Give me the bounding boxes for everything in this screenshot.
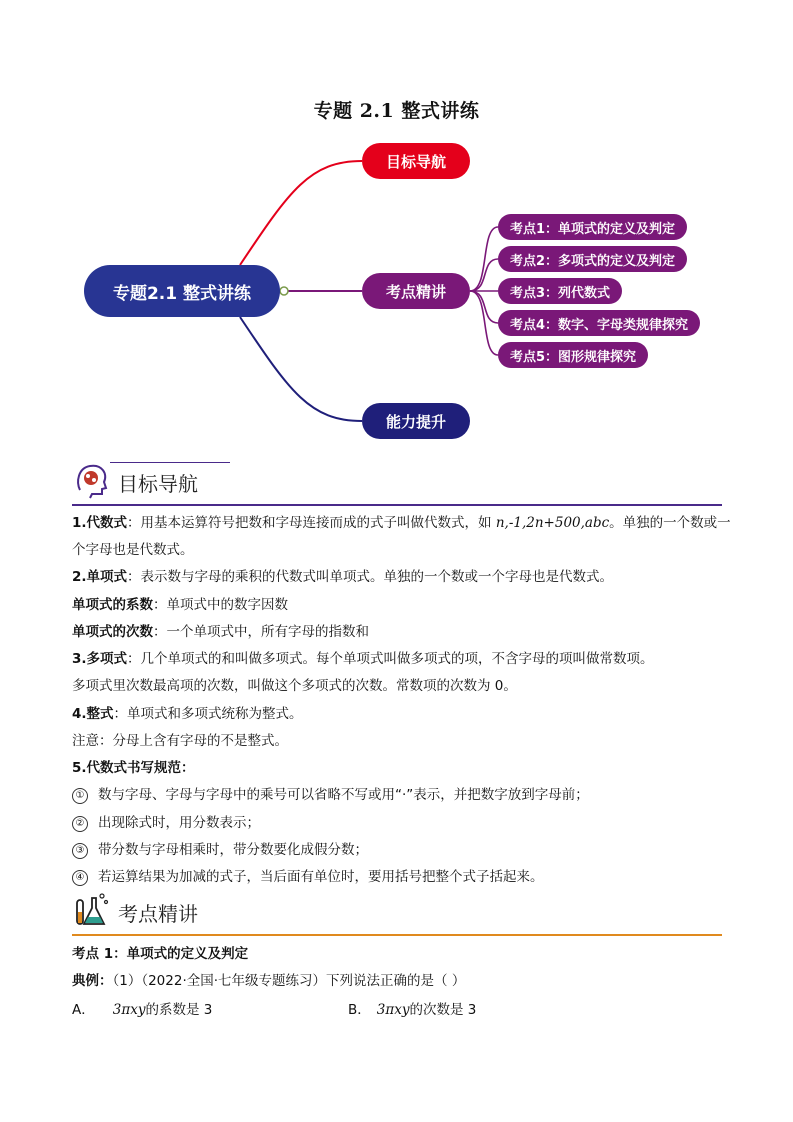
brain-head-icon [72, 460, 112, 500]
mindmap-leaf-3: 考点3：列代数式 [498, 278, 622, 304]
rule-1: ① 数与字母、字母与字母中的乘号可以省略不写或用“·”表示，并把数字放到字母前； [72, 786, 732, 804]
leaf-connectors [470, 227, 498, 355]
definition-3: 3.多项式：几个单项式的和叫做多项式。每个单项式叫做多项式的项，不含字母的项叫做常数项。 [72, 651, 654, 667]
mindmap-leaf-5: 考点5：图形规律探究 [498, 342, 648, 368]
note: 注意：分母上含有字母的不是整式。 [72, 733, 288, 749]
connector-ability [240, 317, 362, 421]
mindmap-branch-nav: 目标导航 [362, 143, 470, 179]
root-junction-dot [280, 287, 288, 295]
mindmap-leaf-2: 考点2：多项式的定义及判定 [498, 246, 687, 272]
lab-flask-icon [72, 890, 112, 930]
section-heading-nav: 目标导航 [118, 472, 198, 496]
definition-coefficient: 单项式的系数：单项式中的数字因数 [72, 597, 288, 613]
section-header-points [72, 890, 722, 936]
rule-3: ③ 带分数与字母相乘时，带分数要化成假分数； [72, 841, 732, 859]
section-header-nav [72, 460, 722, 506]
definition-4: 4.整式：单项式和多项式统称为整式。 [72, 706, 303, 722]
mindmap-root: 专题2.1 整式讲练 [84, 265, 280, 317]
definition-3-cont: 多项式里次数最高项的次数，叫做这个多项式的次数。常数项的次数为 0。 [72, 678, 517, 694]
connector-nav [240, 161, 362, 265]
section-heading-points: 考点精讲 [118, 902, 198, 926]
rule-2: ② 出现除式时，用分数表示； [72, 814, 732, 832]
definition-degree: 单项式的次数：一个单项式中，所有字母的指数和 [72, 624, 369, 640]
rule-4: ④ 若运算结果为加减的式子，当后面有单位时，要用括号把整个式子括起来。 [72, 868, 732, 886]
option-a: A． 3πxy的系数是 3 [72, 1002, 213, 1018]
definition-5: 5.代数式书写规范： [72, 760, 195, 776]
mindmap-leaf-1: 考点1：单项式的定义及判定 [498, 214, 687, 240]
point-1-title: 考点 1：单项式的定义及判定 [72, 946, 249, 962]
mindmap-branch-ability: 能力提升 [362, 403, 470, 439]
definition-2: 2.单项式：表示数与字母的乘积的代数式叫单项式。单独的一个数或一个字母也是代数式。 [72, 569, 614, 585]
page-title: 专题 2.1 整式讲练 [313, 100, 480, 122]
example-question: 典例：（1）（2022·全国·七年级专题练习）下列说法正确的是（ ） [72, 973, 466, 989]
mindmap-leaf-4: 考点4：数字、字母类规律探究 [498, 310, 700, 336]
definition-1: 1.代数式：用基本运算符号把数和字母连接而成的式子叫做代数式，如 n,-1,2n+500,abc。单独的一个数或一 [72, 515, 731, 531]
option-b: B． 3πxy的次数是 3 [348, 1002, 477, 1018]
section-header-rule [72, 504, 722, 506]
definition-1-cont: 个字母也是代数式。 [72, 542, 194, 558]
mindmap-branch-points: 考点精讲 [362, 273, 470, 309]
section-header-top-rule [110, 462, 230, 463]
section-header-rule [72, 934, 722, 936]
